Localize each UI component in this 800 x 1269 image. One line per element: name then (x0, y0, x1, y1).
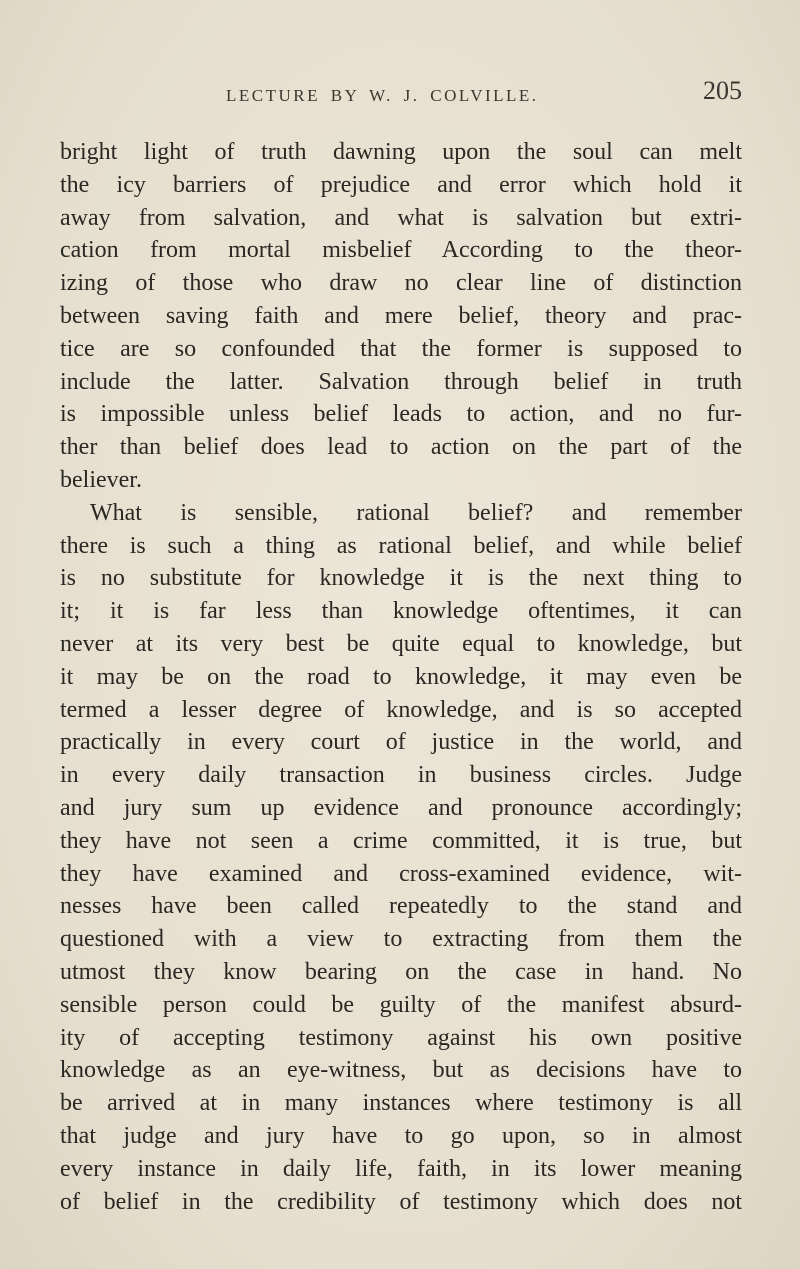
text-line: sensible person could be guilty of the manifest absurd- (60, 991, 742, 1018)
text-line: every instance in daily life, faith, in its lower meaning (60, 1155, 742, 1182)
text-line: bright light of truth dawning upon the soul can melt (60, 139, 742, 165)
text-line: include the latter. Salvation through belief in truth (60, 368, 742, 395)
text-line: they have examined and cross-examined evidence, wit- (60, 860, 742, 887)
text-line: questioned with a view to extracting from them the (60, 926, 742, 953)
text-line: nesses have been called repeatedly to the stand and (60, 893, 742, 920)
text-line: termed a lesser degree of knowledge, and is so accepted (60, 696, 742, 723)
text-line: there is such a thing as rational belief, and while belief (60, 532, 742, 559)
running-title: LECTURE BY W. J. COLVILLE. (226, 86, 539, 105)
text-line: ther than belief does lead to action on the part of the (60, 434, 742, 461)
text-line: they have not seen a crime committed, it is true, but (60, 827, 742, 854)
text-line: ity of accepting testimony against his own positive (60, 1024, 742, 1051)
text-line: cation from mortal misbelief According to the theor- (60, 237, 742, 264)
text-line: the icy barriers of prejudice and error which hold it (60, 171, 742, 198)
text-line: izing of those who draw no clear line of distinction (60, 270, 742, 297)
text-line: away from salvation, and what is salvation but extri- (60, 204, 742, 231)
text-line: and jury sum up evidence and pronounce accordingly; (60, 794, 742, 821)
text-line: practically in every court of justice in the world, and (60, 729, 742, 756)
running-head (60, 76, 742, 112)
text-line: utmost they know bearing on the case in hand. No (60, 958, 742, 985)
text-line: it may be on the road to knowledge, it may even be (60, 663, 742, 690)
text-line: that judge and jury have to go upon, so in almost (60, 1122, 742, 1149)
text-line: knowledge as an eye-witness, but as decisions have to (60, 1057, 742, 1084)
text-line: is no substitute for knowledge it is the next thing to (60, 565, 742, 592)
text-line: be arrived at in many instances where testimony is all (60, 1090, 742, 1117)
body-text (60, 136, 742, 1218)
text-line: What is sensible, rational belief? and remember (90, 499, 742, 526)
text-line: never at its very best be quite equal to knowledge, but (60, 630, 742, 657)
text-line: it; it is far less than knowledge oftentimes, it can (60, 598, 742, 625)
text-line: tice are so confounded that the former is supposed to (60, 335, 742, 362)
text-line: of belief in the credibility of testimony which does not (60, 1188, 742, 1215)
page-number: 205 (703, 76, 742, 105)
text-line: between saving faith and mere belief, theory and prac- (60, 302, 742, 329)
text-line: in every daily transaction in business circles. Judge (60, 762, 742, 789)
text-line: is impossible unless belief leads to action, and no fur- (60, 401, 742, 428)
text-line: believer. (60, 466, 142, 493)
